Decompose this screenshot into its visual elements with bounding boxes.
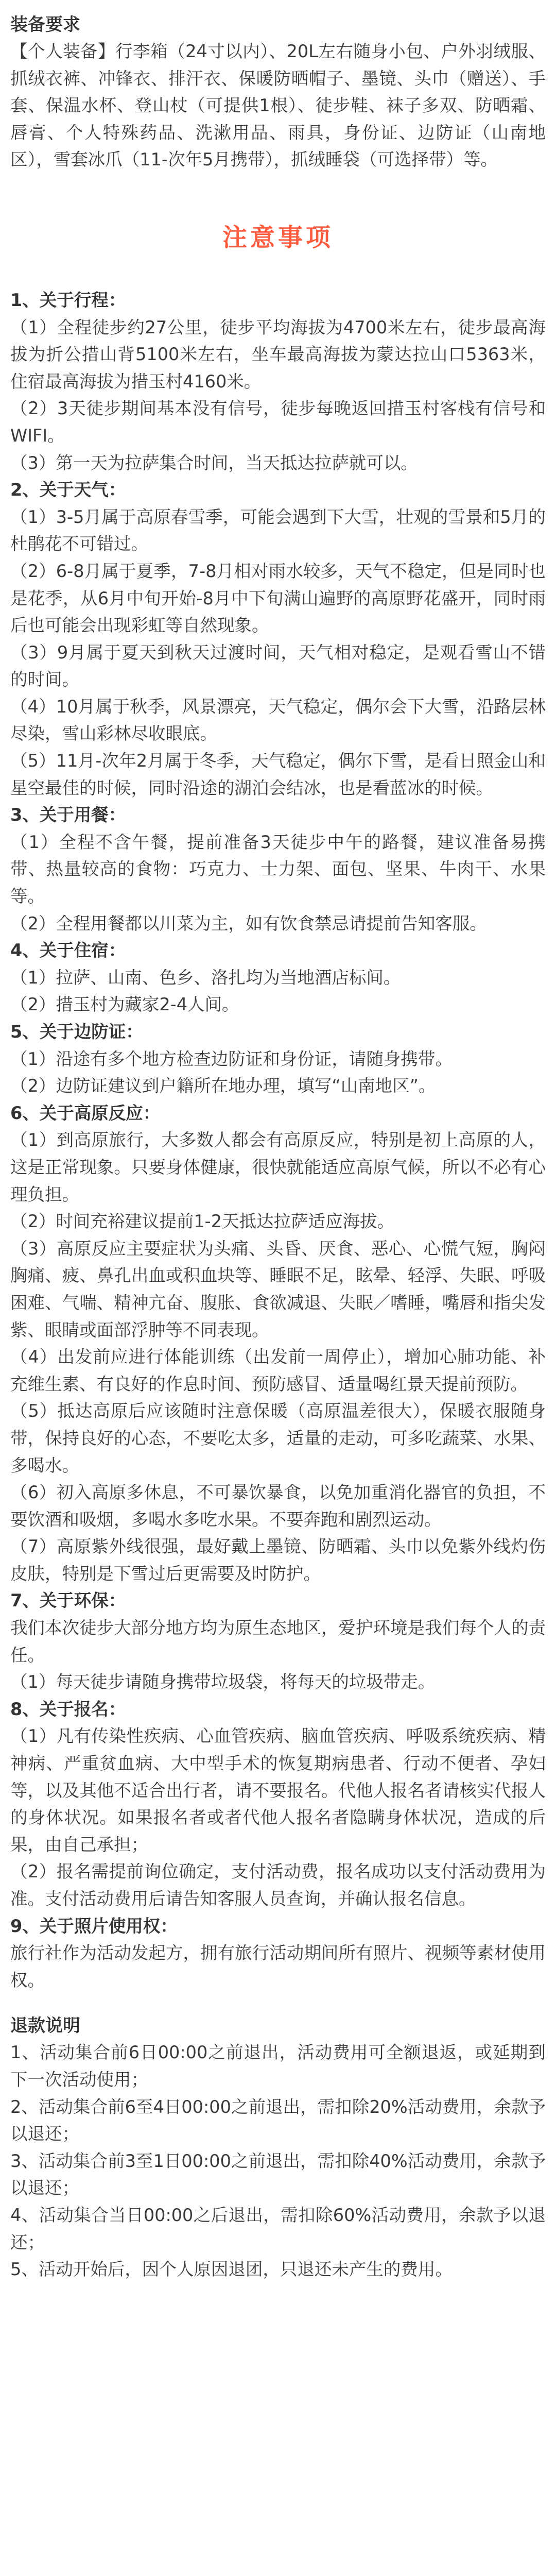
notice-paragraph: （1）3-5月属于高原春雪季，可能会遇到下大雪，壮观的雪景和5月的杜鹃花不可错过。 [10, 506, 546, 554]
notice-paragraph: （5）11月-次年2月属于冬季，天气稳定，偶尔下雪，是看日照金山和星空最佳的时候，同时沿途的湖泊会结冰，也是看蓝冰的时候。 [10, 751, 546, 798]
equipment-title: 装备要求 [10, 14, 80, 35]
notice-paragraph: （4）出发前应进行体能训练（出发前一周停止），增加心肺功能、补充维生素、有良好的作息时间、预防感冒、适量喝红景天提前预防。 [10, 1347, 546, 1394]
notice-heading: 8、关于报名： [10, 1699, 126, 1719]
notice-paragraph: （7）高原紫外线很强，最好戴上墨镜、防晒霜、头巾以免紫外线灼伤皮肤，特别是下雪过后更需要及时防护。 [10, 1536, 546, 1584]
notice-paragraph: （3）高原反应主要症状为头痛、头昏、厌食、恶心、心慌气短，胸闷胸痛、疲、鼻孔出血或积血块等、睡眠不足，眩晕、轻浮、失眠、呼吸困难、气喘、精神亢奋、腹胀、食欲减退、失眠／嗜睡，嘴唇和指尖发紫、眼睛或面部浮肿等不同表现。 [10, 1238, 546, 1340]
notice-heading: 1、关于行程： [10, 290, 126, 310]
notice-paragraph: （2）措玉村为藏家2-4人间。 [10, 994, 239, 1015]
notice-heading: 5、关于边防证： [10, 1022, 143, 1042]
notice-paragraph: （2）边防证建议到户籍所在地办理，填写“山南地区”。 [10, 1076, 436, 1096]
notice-heading: 4、关于住宿： [10, 940, 126, 961]
refund-item: 3、活动集合前3至1日00:00之前退出，需扣除40%活动费用，余款予以退还； [10, 2150, 546, 2198]
notice-paragraph: （2）报名需提前询位确定，支付活动费，报名成功以支付活动费用为准。支付活动费用后请告知客服人员查询，并确认报名信息。 [10, 1861, 546, 1909]
refund-item: 5、活动开始后，因个人原因退团，只退还未产生的费用。 [10, 2259, 453, 2280]
equipment-body: 【个人装备】行李箱（24寸以内）、20L左右随身小包、户外羽绒服、抓绒衣裤、冲锋衣、排汗衣、保暖防晒帽子、墨镜、头巾（赠送）、手套、保温水杯、登山杖（可提供1根）、徒步鞋、袜子多双、防晒霜、唇膏、个人特殊药品、洗漱用品、雨具，身份证、边防证（山南地区），雪套冰爪（11-次年5月携带），抓绒睡袋（可选择带）等。 [10, 41, 546, 170]
notice-paragraph: （2）时间充裕建议提前1-2天抵达拉萨适应海拔。 [10, 1211, 395, 1232]
notice-paragraph: （3）第一天为拉萨集合时间，当天抵达拉萨就可以。 [10, 452, 418, 473]
notice-paragraph: （2）3天徒步期间基本没有信号，徒步每晚返回措玉村客栈有信号和WIFI。 [10, 398, 546, 446]
refund-title: 退款说明 [10, 2015, 80, 2037]
refund-item: 1、活动集合前6日00:00之前退出，活动费用可全额退返，或延期到下一次活动使用； [10, 2042, 546, 2090]
notice-banner-title: 注意事项 [222, 223, 334, 252]
notice-paragraph: （1）拉萨、山南、色乡、洛扎均为当地酒店标间。 [10, 967, 401, 988]
refund-item: 2、活动集合前6至4日00:00之前退出，需扣除20%活动费用，余款予以退还； [10, 2096, 546, 2144]
notice-paragraph: （5）抵达高原后应该随时注意保暖（高原温差很大），保暖衣服随身带，保持良好的心态，不要吃太多，适量的走动，可多吃蔬菜、水果、多喝水。 [10, 1401, 546, 1476]
notice-paragraph: （1）到高原旅行，大多数人都会有高原反应，特别是初上高原的人，这是正常现象。只要身体健康，很快就能适应高原气候，所以不必有心理负担。 [10, 1130, 546, 1205]
notice-heading: 7、关于环保： [10, 1590, 126, 1611]
notice-paragraph: 我们本次徒步大部分地方均为原生态地区，爱护环境是我们每个人的责任。 [10, 1618, 546, 1665]
notice-heading: 3、关于用餐： [10, 805, 126, 825]
refund-list [10, 2039, 546, 2283]
notice-heading: 6、关于高原反应： [10, 1103, 161, 1123]
notice-paragraph: （2）全程用餐都以川菜为主，如有饮食禁忌请提前告知客服。 [10, 913, 487, 934]
notice-heading: 2、关于天气： [10, 480, 126, 500]
notice-paragraph: （2）6-8月属于夏季，7-8月相对雨水较多，天气不稳定，但是同时也是花季，从6月中旬开始-8月中下旬满山遍野的高原野花盛开，同时雨后也可能会出现彩虹等自然现象。 [10, 561, 546, 636]
notice-paragraph: （1）凡有传染性疾病、心血管疾病、脑血管疾病、呼吸系统疾病、精神病、严重贫血病、大中型手术的恢复期病患者、行动不便者、孕妇等，以及其他不适合出行者，请不要报名。代他人报名者请核实代报人的身体状况。如果报名者或者代他人报名者隐瞒身体状况，造成的后果，由自己承担； [10, 1726, 546, 1855]
refund-item: 4、活动集合当日00:00之后退出，需扣除60%活动费用，余款予以退还； [10, 2205, 546, 2252]
notice-paragraph: （3）9月属于夏天到秋天过渡时间，天气相对稳定，是观看雪山不错的时间。 [10, 642, 546, 690]
notice-banner [10, 194, 546, 277]
notice-paragraph: （1）沿途有多个地方检查边防证和身份证，请随身携带。 [10, 1048, 453, 1069]
notice-heading: 9、关于照片使用权： [10, 1916, 178, 1936]
notice-paragraph: （1）全程不含午餐，提前准备3天徒步中午的路餐，建议准备易携带、热量较高的食物：巧克力、士力架、面包、坚果、牛肉干、水果等。 [10, 832, 546, 907]
notice-paragraph: （1）全程徒步约27公里，徒步平均海拔为4700米左右，徒步最高海拔为折公措山背5100米左右，坐车最高海拔为蒙达拉山口5363米，住宿最高海拔为措玉村4160米。 [10, 317, 546, 392]
notice-paragraph: 旅行社作为活动发起方，拥有旅行活动期间所有照片、视频等素材使用权。 [10, 1943, 546, 1990]
notice-paragraph: （4）10月属于秋季，风景漂亮，天气稳定，偶尔会下大雪，沿路层林尽染，雪山彩林尽收眼底。 [10, 696, 546, 744]
notice-paragraph: （6）初入高原多休息，不可暴饮暴食，以免加重消化器官的负担，不要饮酒和吸烟，多喝水多吃水果。不要奔跑和剧烈运动。 [10, 1482, 546, 1530]
spacer [10, 1994, 546, 2001]
notice-list [10, 287, 546, 1994]
notice-paragraph: （1）每天徒步请随身携带垃圾袋，将每天的垃圾带走。 [10, 1672, 436, 1692]
